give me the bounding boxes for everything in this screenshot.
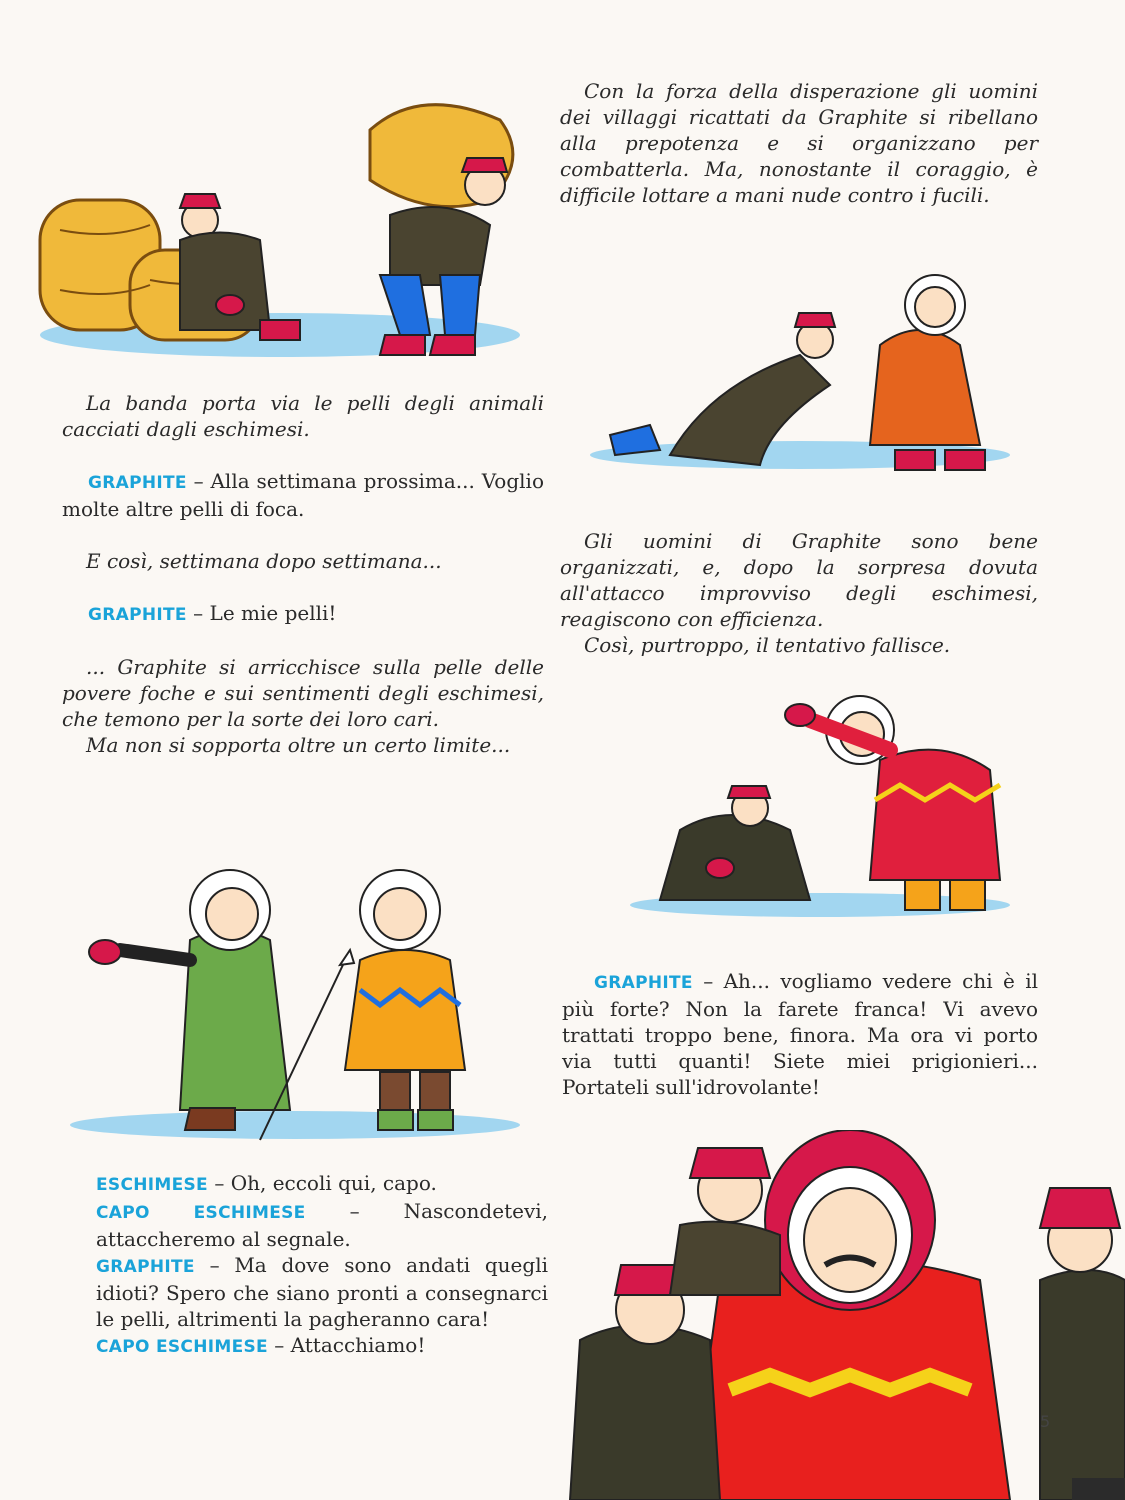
speaker-label: CAPO ESCHIMESE: [96, 1337, 268, 1357]
page-number: 5: [1040, 1412, 1051, 1431]
speaker-label: GRAPHITE: [594, 973, 693, 993]
eskimo-pushes-man-illustration: [580, 255, 1035, 485]
narration-left: La banda porta via le pelli degli animali cacciati dagli eschimesi. GRAPHITE – Alla settimana prossima... Voglio molte altre pelli di foca. E così, settimana dopo settimana... GRAPHITE – Le mie pelli! ... Graphite si arricchisce sulla pelle delle povere foche e sui sentimenti degli eschimesi, che temono per la sorte dei loro cari. Ma non si sopporta oltre un certo limite...: [62, 391, 544, 757]
eskimo-punches-man-illustration: [620, 690, 1040, 935]
page-corner-mark: [1072, 1478, 1125, 1500]
eskimos-with-spear-illustration: [60, 840, 530, 1150]
dialog-right: GRAPHITE – Ah... vogliamo vedere chi è il più forte? Non la farete franca! Vi avevo trattati troppo bene, finora. Ma ora vi porto via tutti quanti! Siete miei prigionieri... Portateli sull'idrovolante!: [562, 969, 1038, 1099]
speaker-label: ESCHIMESE: [96, 1175, 208, 1195]
speaker-label: GRAPHITE: [96, 1257, 195, 1277]
speaker-label: CAPO ESCHIMESE: [96, 1203, 306, 1223]
eskimo-captured-illustration: [560, 1130, 1125, 1500]
speaker-label: GRAPHITE: [88, 473, 187, 493]
dialog-bottom-left: ESCHIMESE – Oh, eccoli qui, capo. CAPO ESCHIMESE – Nascondetevi, attaccheremo al segnale. GRAPHITE – Ma dove sono andati quegli idioti? Spero che siano pronti a consegnarci le pelli, altrimenti la pagheranno cara! CAPO ESCHIMESE – Attacchiamo!: [96, 1171, 548, 1357]
speaker-label: GRAPHITE: [88, 605, 187, 625]
narration-right-1: Con la forza della disperazione gli uomini dei villaggi ricattati da Graphite si ribellano alla prepotenza e si organizzano per combatterla. Ma, nonostante il coraggio, è difficile lottare a mani nude contro i fucili.: [560, 79, 1038, 207]
narration-right-2: Gli uomini di Graphite sono bene organizzati, e, dopo la sorpresa dovuta all'attacco improvviso degli eschimesi, reagiscono con efficienza. Così, purtroppo, il tentativo fallisce.: [560, 529, 1038, 657]
hay-bales-illustration: [30, 90, 550, 390]
